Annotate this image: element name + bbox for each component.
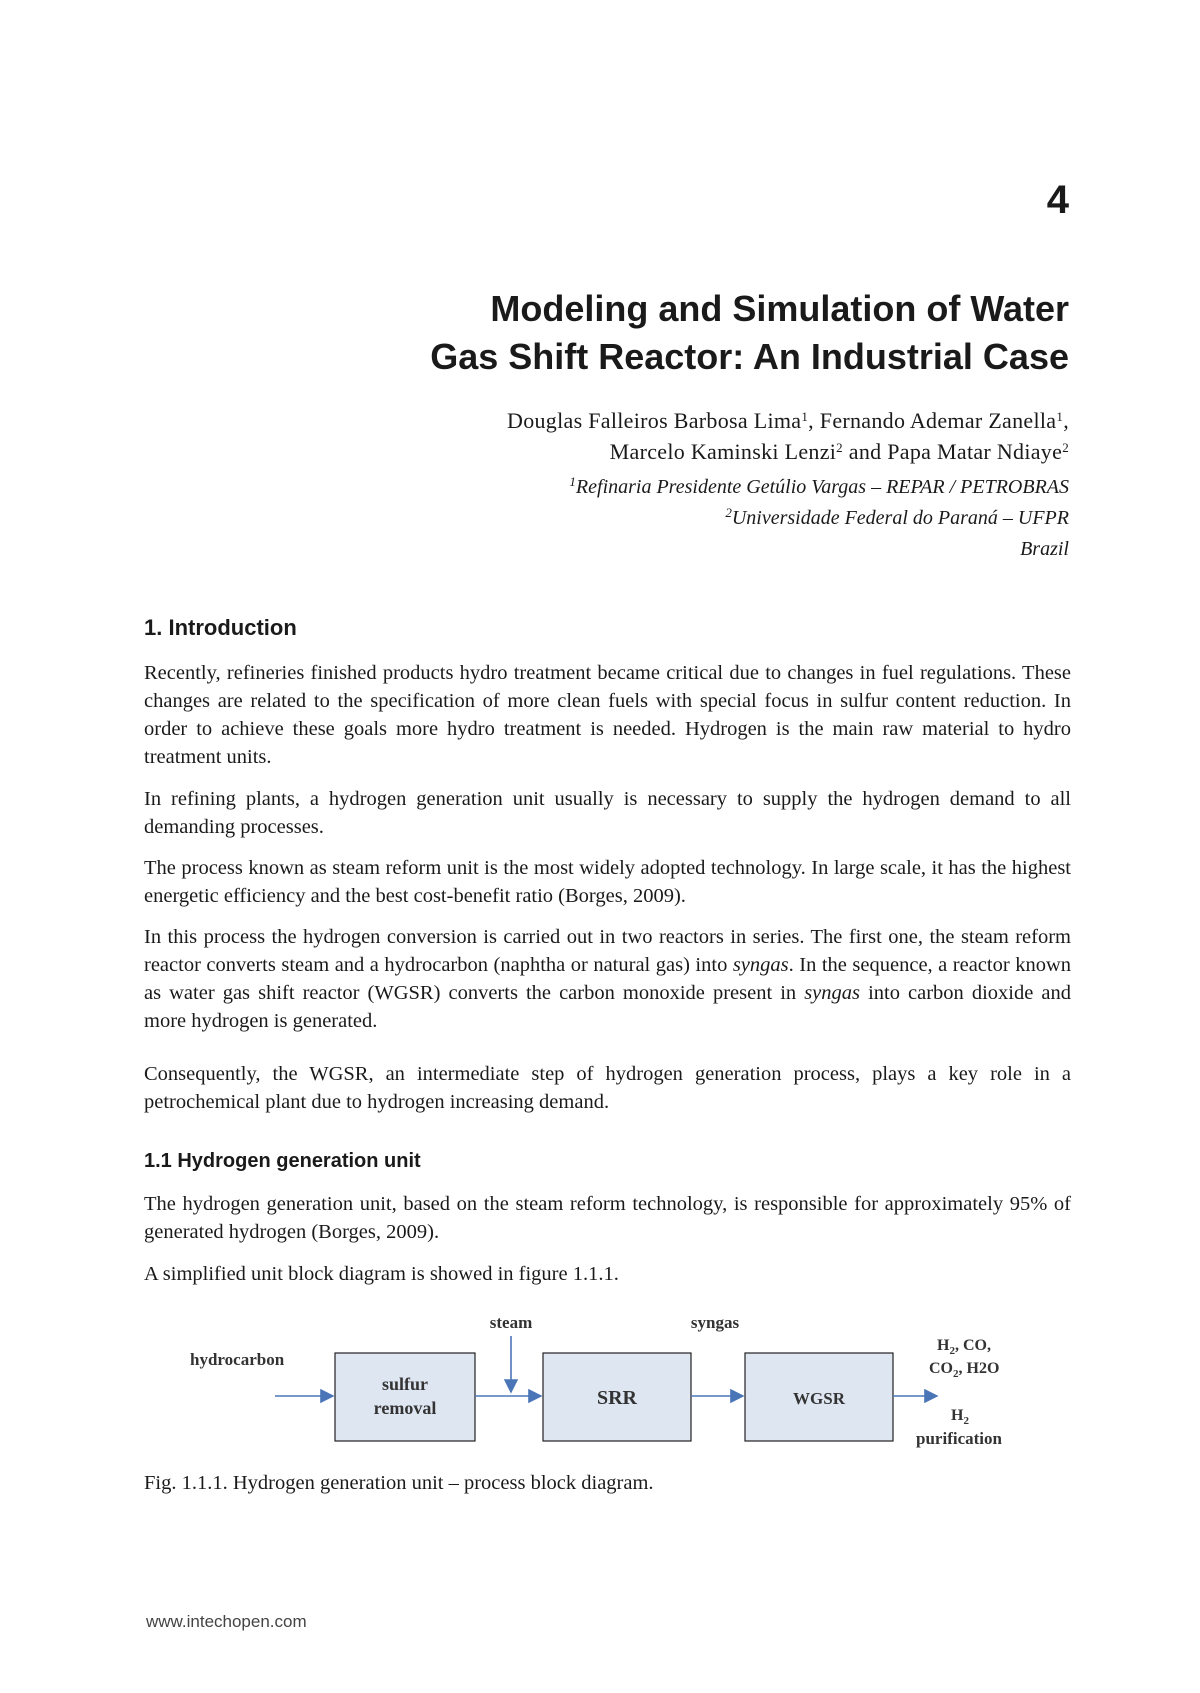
- h2-label: [951, 1407, 969, 1427]
- paragraph-text: In this process the hydrogen conversion is carried out in two reactors in series. The first one, the steam reform reactor converts steam and a hydrocarbon (naphtha or natural gas) into: [144, 926, 1071, 976]
- author-line-2: [507, 436, 1069, 467]
- paragraph-7: A simplified unit block diagram is showed in figure 1.1.1.: [144, 1263, 619, 1285]
- paragraph-3: The process known as steam reform unit is the most widely adopted technology. In large scale, it has the highest energetic efficiency and the best cost-benefit ratio (Borges, 2009).: [144, 857, 1071, 907]
- output-text: CO: [929, 1360, 953, 1377]
- paragraph-5: Consequently, the WGSR, an intermediate step of hydrogen generation process, plays a key role in a petrochemical plant due to hydrogen increasing demand.: [144, 1063, 1071, 1113]
- author-ndiaye: Papa Matar Ndiaye: [887, 439, 1063, 464]
- paragraph-6: The hydrogen generation unit, based on the steam reform technology, is responsible for approximately 95% of generated hydrogen (Borges, 2009).: [144, 1193, 1071, 1243]
- figure-caption: Fig. 1.1.1. Hydrogen generation unit – process block diagram.: [144, 1472, 654, 1494]
- paragraph-4: [144, 923, 1071, 1035]
- affiliation-2: [569, 503, 1069, 534]
- purification-label: purification: [916, 1429, 1002, 1448]
- sulfur-label: sulfur: [381, 1374, 429, 1394]
- output-h2-co-label: [937, 1337, 991, 1357]
- subscript: 2: [949, 1345, 955, 1357]
- wgsr-label: WGSR: [793, 1389, 845, 1408]
- author-lenzi: Marcelo Kaminski Lenzi: [609, 439, 837, 464]
- syngas-term: syngas: [732, 954, 789, 976]
- title-line-1: Modeling and Simulation of Water: [490, 288, 1069, 329]
- author-line-1: [507, 405, 1069, 436]
- output-text: , CO,: [954, 1337, 991, 1354]
- chapter-number: 4: [1046, 178, 1069, 222]
- process-block-diagram: [185, 1310, 1045, 1460]
- affil-marker: 2: [1062, 440, 1069, 455]
- separator: ,: [1063, 408, 1069, 433]
- hydrocarbon-label: hydrocarbon: [190, 1350, 285, 1369]
- subscript: 2: [963, 1415, 969, 1427]
- affil-marker: 1: [801, 409, 809, 424]
- paragraph-text: into carbon dioxide and more hydrogen is generated.: [144, 982, 1071, 1032]
- syngas-term: syngas: [804, 982, 861, 1004]
- affiliation-list: [569, 472, 1069, 565]
- section-heading-introduction: 1. Introduction: [144, 615, 297, 640]
- affil-marker: 2: [725, 505, 732, 520]
- sulfur-removal-block: [335, 1353, 475, 1441]
- author-zanella: Fernando Ademar Zanella: [819, 408, 1057, 433]
- srr-label: SRR: [596, 1387, 638, 1409]
- removal-label: removal: [373, 1398, 437, 1418]
- author-list: [507, 405, 1069, 467]
- section-heading-hydrogen-unit: 1.1 Hydrogen generation unit: [144, 1150, 421, 1172]
- title-line-2: Gas Shift Reactor: An Industrial Case: [430, 336, 1069, 377]
- author-lima: Douglas Falleiros Barbosa Lima: [507, 408, 802, 433]
- affil-marker: 2: [836, 440, 843, 455]
- output-text: H: [937, 1337, 950, 1354]
- paragraph-1: Recently, refineries finished products hydro treatment became critical due to changes in fuel regulations. These changes are related to the specification of more clean fuels with special focus in sulfur content reduction. In order to achieve these goals more hydro treatment is needed. Hydrogen is the main raw material to hydro treatment units.: [144, 662, 1071, 768]
- output-text: , H2O: [958, 1360, 1000, 1377]
- separator: ,: [808, 408, 820, 433]
- paragraph-text: . In the sequence, a reactor known as water gas shift reactor (WGSR) converts the carbon monoxide present in: [144, 954, 1071, 1004]
- affiliation-text: Refinaria Presidente Getúlio Vargas – REPAR / PETROBRAS: [575, 476, 1069, 498]
- affil-marker: 1: [569, 474, 576, 489]
- output-text: H: [951, 1407, 964, 1424]
- affiliation-country: Brazil: [1020, 538, 1069, 560]
- footer-url[interactable]: www.intechopen.com: [146, 1612, 307, 1631]
- affil-marker: 1: [1056, 409, 1064, 424]
- affiliation-text: Universidade Federal do Paraná – UFPR: [731, 507, 1069, 529]
- steam-label: steam: [489, 1313, 533, 1332]
- syngas-label: syngas: [690, 1313, 740, 1332]
- affiliation-1: [569, 472, 1069, 503]
- output-co2-h2o-label: [929, 1360, 999, 1380]
- chapter-title: [430, 285, 1069, 381]
- paragraph-2: In refining plants, a hydrogen generation unit usually is necessary to supply the hydrogen demand to all demanding processes.: [144, 788, 1071, 838]
- separator: and: [842, 439, 888, 464]
- subscript: 2: [953, 1368, 959, 1380]
